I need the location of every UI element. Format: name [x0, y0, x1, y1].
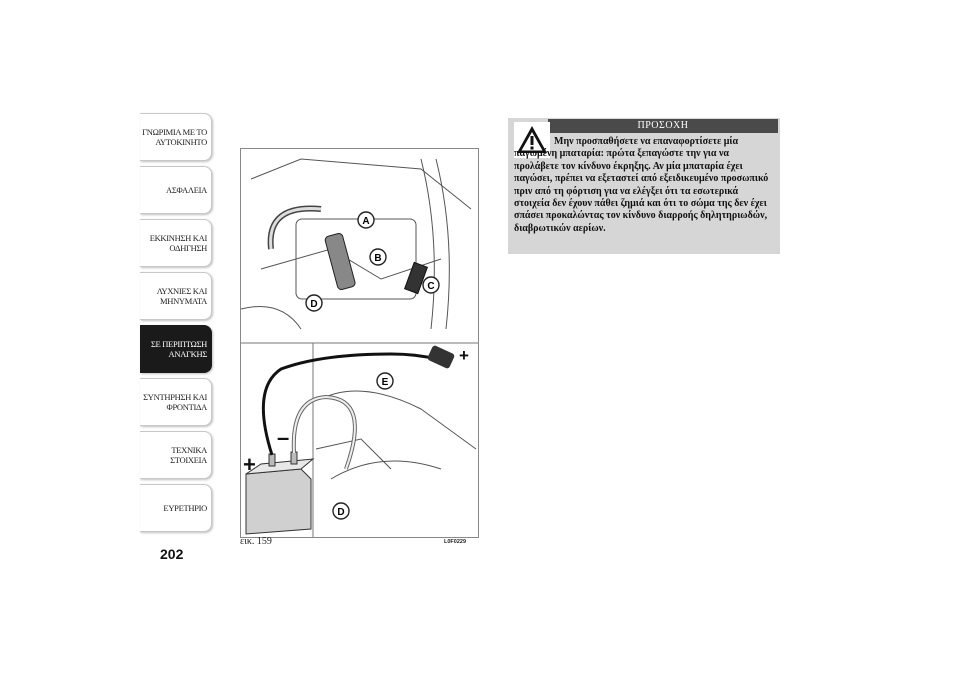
battery-diagram	[246, 452, 313, 534]
tab-label: ΕΚΚΙΝΗΣΗ ΚΑΙ ΟΔΗΓΗΣΗ	[149, 233, 207, 253]
tab-getting-to-know[interactable]	[140, 113, 212, 161]
warning-text: Μην προσπαθήσετε να επαναφορτίσετε μία παγωμένη μπαταρία: πρώτα ξεπαγώστε την για να προλάβετε τον κίνδυνο έκρηξης. Αν μία μπαταρία έχει παγώσει, πρέπει να εξεταστεί από εξειδικευμένο προσωπικό πριν από τη φόρτιση για να ελέγξει ότι τα εσωτερικά στοιχεία δεν έχουν πάθει ζημιά και ότι το σώμα της δεν έχει σπάσει προκαλώντας τον κίνδυνο διαρροής δηλητηριωδών, διαβρωτικών αερίων.	[514, 136, 769, 234]
label-d2: D	[337, 507, 345, 518]
jump-start-illustration	[240, 148, 479, 538]
tab-label: ΣΥΝΤΗΡΗΣΗ ΚΑΙ ΦΡΟΝΤΙΔΑ	[143, 392, 207, 412]
label-b: B	[374, 253, 382, 264]
warning-title: ΠΡΟΣΟΧΗ	[548, 119, 778, 133]
minus-sign-battery: –	[277, 425, 290, 450]
jump-start-drawing	[241, 149, 478, 537]
tab-label: ΕΥΡΕΤΗΡΙΟ	[163, 503, 207, 513]
tab-label: ΓΝΩΡΙΜΙΑ ΜΕ ΤΟ ΑΥΤΟΚΙΝΗΤΟ	[142, 127, 207, 147]
label-c: C	[427, 281, 435, 292]
warning-box	[508, 118, 780, 254]
tab-warning-lights[interactable]	[140, 272, 212, 320]
figure-code: L0F0229	[444, 539, 467, 545]
tab-emergency[interactable]	[140, 325, 212, 373]
tab-safety[interactable]	[140, 166, 212, 214]
engine-bay-top	[241, 159, 471, 329]
tab-maintenance[interactable]	[140, 378, 212, 426]
clamp-e	[427, 345, 456, 370]
label-d: D	[310, 299, 318, 310]
plus-sign-battery: +	[243, 452, 256, 477]
tab-label: ΑΣΦΑΛΕΙΑ	[166, 185, 207, 195]
tab-label: ΤΕΧΝΙΚΑ ΣΤΟΙΧΕΙΑ	[170, 445, 207, 465]
tab-label: ΣΕ ΠΕΡΙΠΤΩΣΗ ΑΝΑΓΚΗΣ	[150, 339, 207, 359]
tab-starting-driving[interactable]	[140, 219, 212, 267]
label-a: A	[362, 216, 370, 227]
engine-bay-bottom	[316, 391, 476, 479]
figure-caption: εικ. 159	[240, 536, 272, 547]
chapter-tabs	[140, 113, 212, 537]
label-e: E	[381, 377, 389, 388]
plus-sign-top: +	[459, 346, 469, 365]
tab-label: ΛΥΧΝΙΕΣ ΚΑΙ ΜΗΝΥΜΑΤΑ	[156, 286, 207, 306]
tab-index[interactable]	[140, 484, 212, 532]
page-number: 202	[160, 546, 184, 562]
tab-technical-data[interactable]	[140, 431, 212, 479]
